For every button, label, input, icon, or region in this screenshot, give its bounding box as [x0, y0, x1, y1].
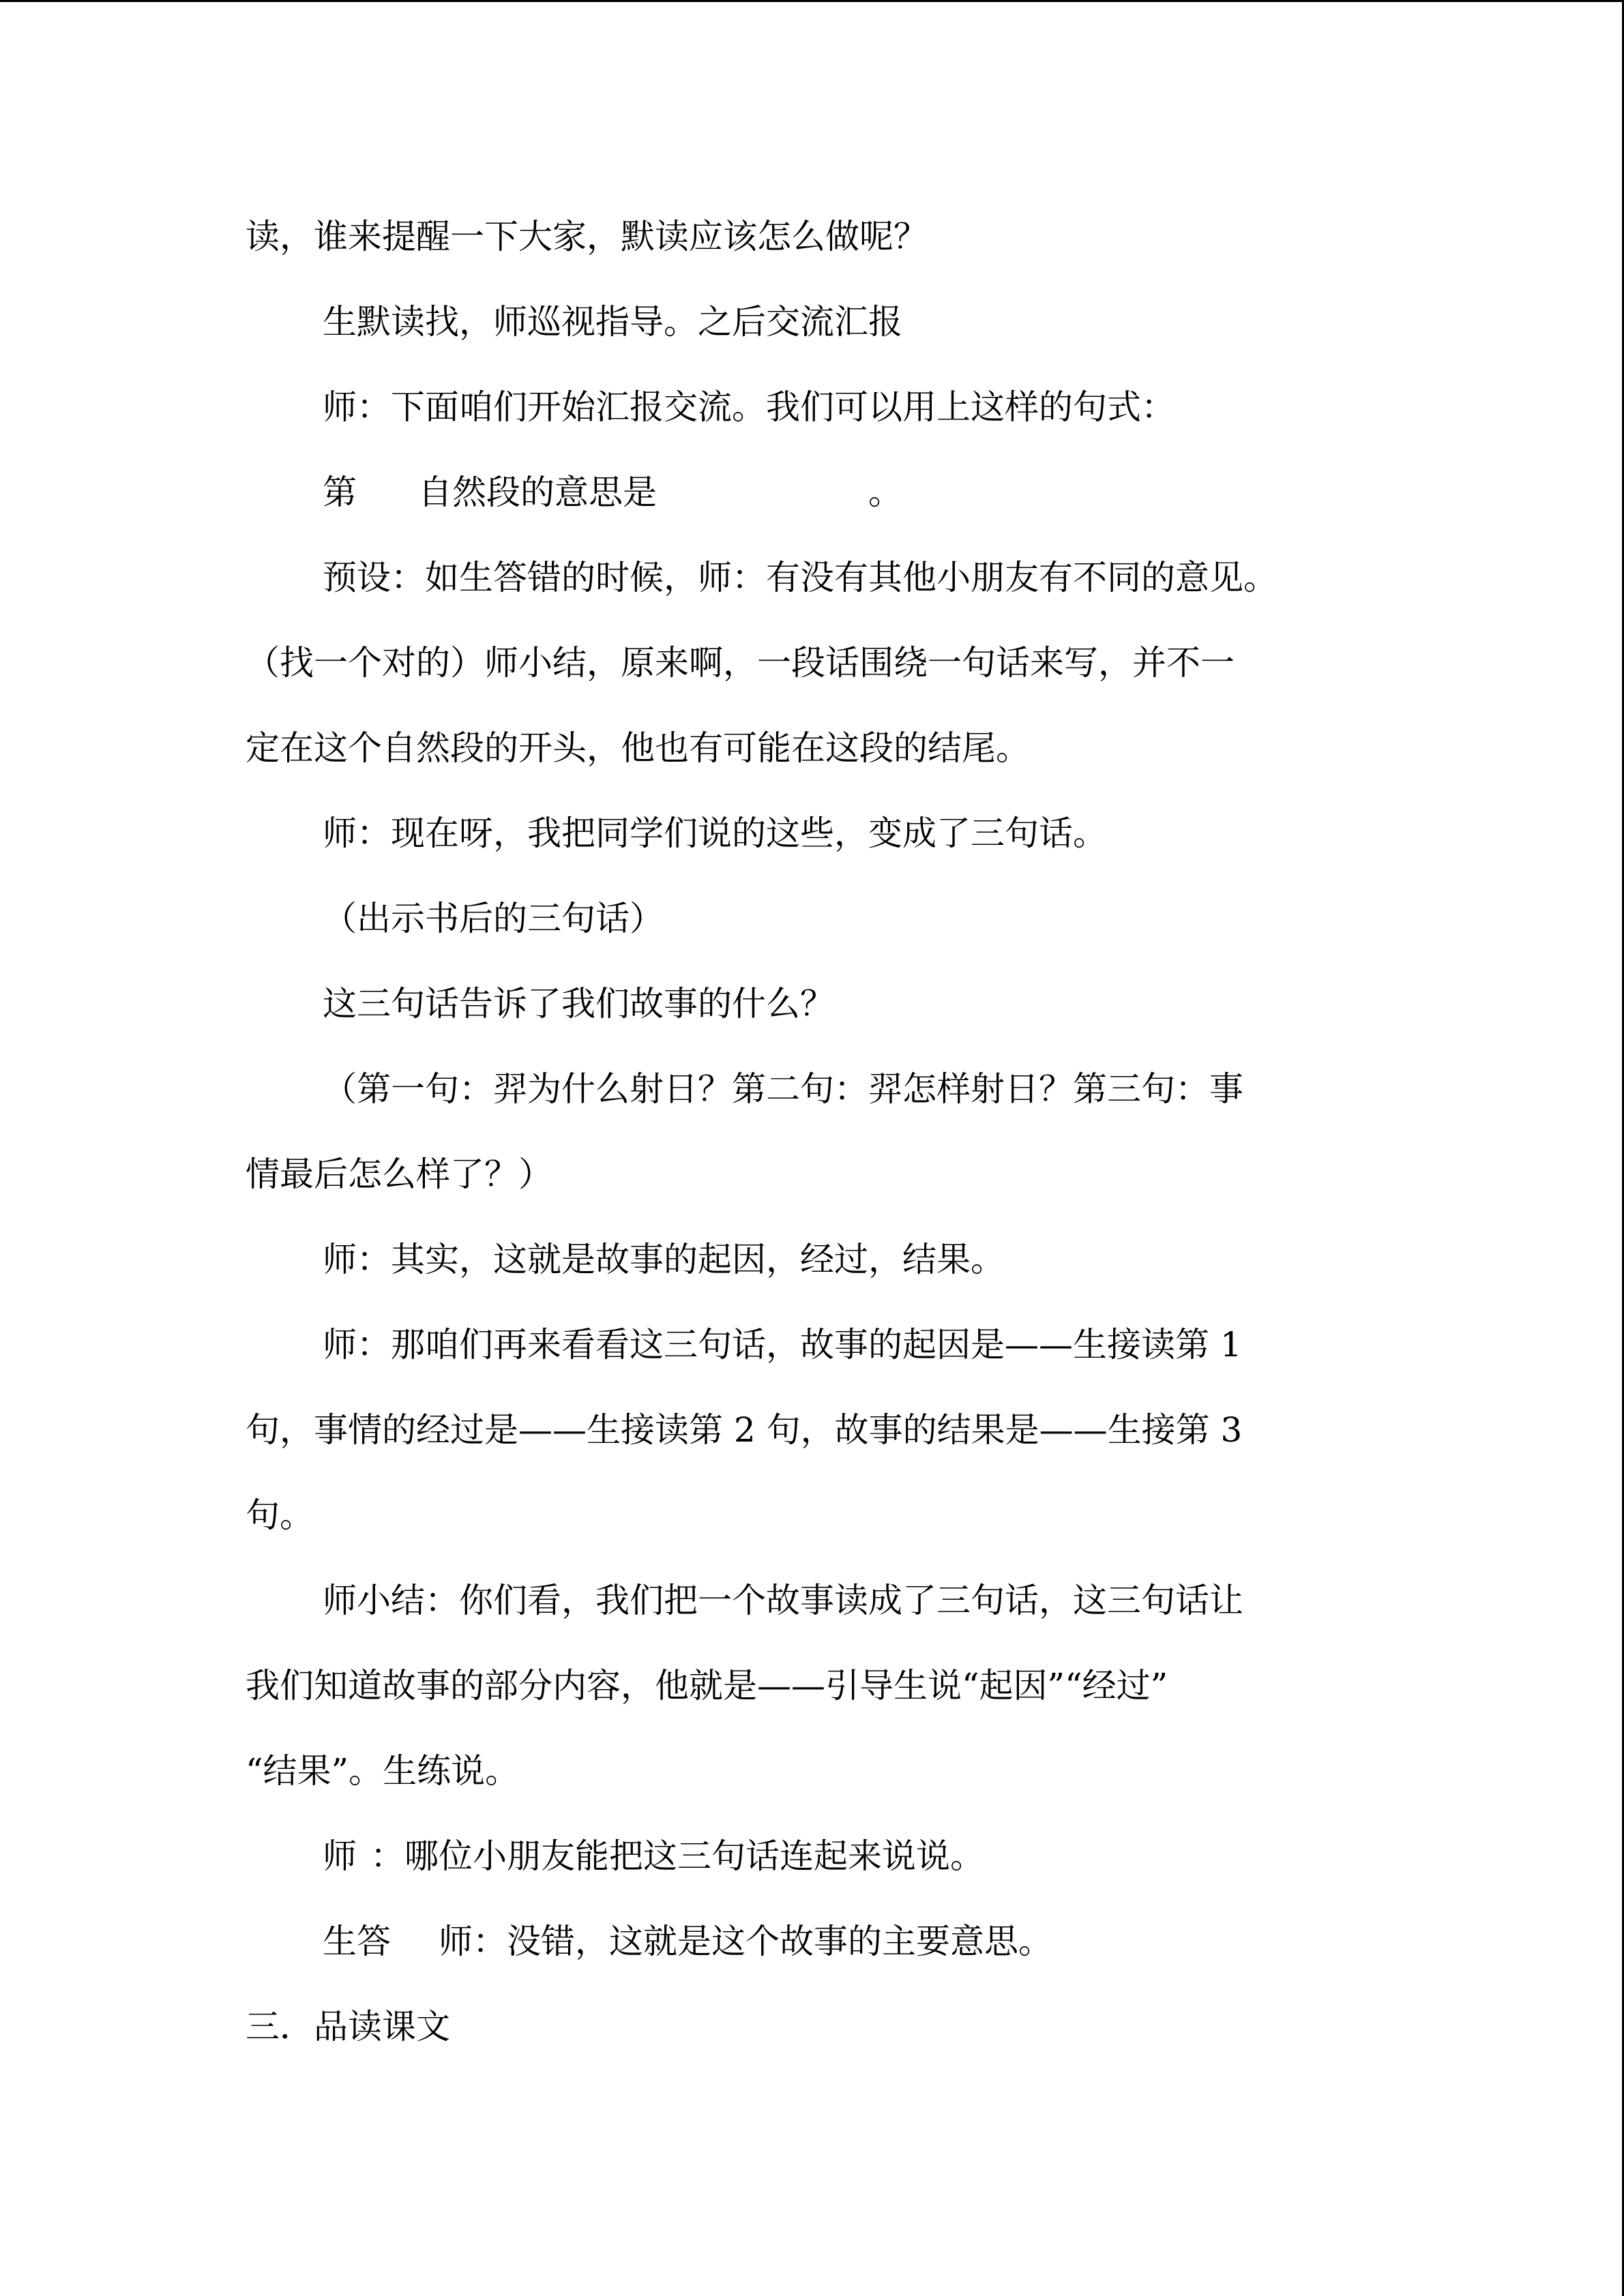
dialogue-text: 师：没错，这就是这个故事的主要意思。 — [439, 1922, 1052, 1961]
sentence-pattern-prefix: 第 — [323, 473, 357, 512]
dialogue-text: ：哪位小朋友能把这三句话连起来说说。 — [370, 1836, 984, 1876]
section-heading: 三．品读课文 — [246, 2007, 450, 2046]
paragraph-line: 情最后怎么样了？） — [246, 1154, 552, 1194]
paragraph-line: 这三句话告诉了我们故事的什么？ — [323, 984, 834, 1024]
paragraph-line: 句。 — [246, 1495, 314, 1535]
paragraph-line: “结果”。生练说。 — [246, 1751, 520, 1791]
paragraph-line — [246, 1814, 1405, 1899]
sentence-pattern-end: 。 — [868, 473, 902, 512]
paragraph-line: 师：那咱们再来看看这三句话，故事的起因是——生接读第 1 — [323, 1325, 1242, 1365]
document-page — [246, 194, 1405, 2070]
paragraph-line: （出示书后的三句话） — [323, 899, 664, 938]
sentence-pattern-line — [246, 450, 1405, 535]
paragraph-line: （第一句：羿为什么射日？第二句：羿怎样射日？第三句：事 — [323, 1069, 1243, 1109]
paragraph-line: 师：下面咱们开始汇报交流。我们可以用上这样的句式： — [323, 387, 1175, 427]
paragraph-line: 师：现在呀，我把同学们说的这些，变成了三句话。 — [323, 814, 1107, 853]
speaker-label: 师 — [323, 1836, 357, 1876]
paragraph-line: 生默读找，师巡视指导。之后交流汇报 — [323, 302, 902, 342]
page-top-border — [0, 0, 1624, 2]
paragraph-line — [246, 1899, 1405, 1984]
paragraph-line: 读，谁来提醒一下大家，默读应该怎么做呢？ — [246, 217, 928, 256]
paragraph-line: （找一个对的）师小结，原来啊，一段话围绕一句话来写，并不一 — [246, 643, 1235, 683]
paragraph-line: 我们知道故事的部分内容，他就是——引导生说“起因”“经过” — [246, 1666, 1168, 1705]
paragraph-line: 预设：如生答错的时候，师：有没有其他小朋友有不同的意见。 — [323, 558, 1278, 597]
paragraph-line: 师小结：你们看，我们把一个故事读成了三句话，这三句话让 — [323, 1581, 1243, 1620]
paragraph-line: 定在这个自然段的开头，他也有可能在这段的结尾。 — [246, 728, 1030, 768]
paragraph-line: 师：其实，这就是故事的起因，经过，结果。 — [323, 1240, 1005, 1279]
paragraph-line: 句，事情的经过是——生接读第 2 句，故事的结果是——生接第 3 — [246, 1410, 1243, 1450]
sentence-pattern-middle: 自然段的意思是 — [418, 473, 657, 512]
student-answer-label: 生答 — [323, 1922, 391, 1961]
